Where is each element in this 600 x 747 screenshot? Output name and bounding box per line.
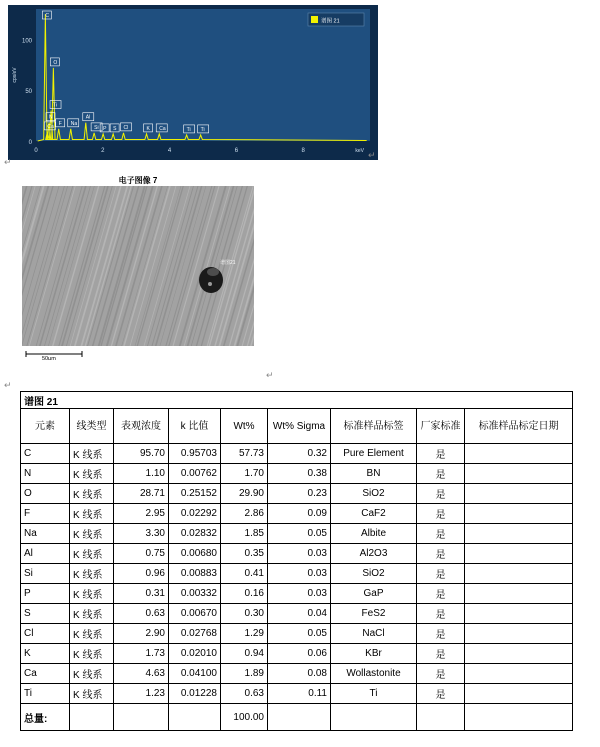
peak-label-k: K (146, 125, 150, 132)
table-caption-row (21, 392, 573, 409)
table-row (21, 664, 573, 684)
peak-label-o: O (53, 59, 58, 66)
table-cell: 是 (417, 464, 465, 484)
table-caption: 谱图 21 (21, 392, 573, 409)
spectrum-spot-label: 谱图21 (220, 260, 236, 266)
paragraph-mark: ↵ (266, 370, 274, 380)
table-cell: 0.32 (268, 444, 331, 464)
scale-bar-strip (22, 346, 254, 360)
peak-label-n: N (49, 114, 53, 121)
total-value: 100.00 (221, 704, 268, 731)
table-cell: O (21, 484, 70, 504)
table-cell: 0.02292 (169, 504, 221, 524)
x-tick-label: 6 (234, 148, 239, 154)
table-cell (465, 564, 573, 584)
table-cell: K 线系 (70, 464, 114, 484)
table-cell: 是 (417, 544, 465, 564)
total-label: 总量: (21, 704, 70, 731)
table-cell: 是 (417, 604, 465, 624)
table-cell: 1.89 (221, 664, 268, 684)
table-cell: K 线系 (70, 664, 114, 684)
table-cell: 是 (417, 664, 465, 684)
table-cell: Al (21, 544, 70, 564)
table-cell: 0.01228 (169, 684, 221, 704)
table-row (21, 624, 573, 644)
table-cell: P (21, 584, 70, 604)
table-cell: K 线系 (70, 484, 114, 504)
table-cell: 0.31 (114, 584, 169, 604)
peak-label-ti: Ti (186, 126, 191, 133)
table-cell: 0.35 (221, 544, 268, 564)
table-cell (169, 704, 221, 731)
peak-label-na: Na (70, 120, 78, 127)
table-cell: 1.85 (221, 524, 268, 544)
peak-label-al: Al (85, 114, 91, 121)
table-cell: N (21, 464, 70, 484)
table-cell: 2.90 (114, 624, 169, 644)
y-axis-label: cps/eV (12, 67, 18, 83)
table-cell: Albite (331, 524, 417, 544)
table-cell: 1.23 (114, 684, 169, 704)
sem-micrograph-svg (22, 186, 254, 360)
table-cell: K 线系 (70, 524, 114, 544)
table-cell (465, 644, 573, 664)
table-cell: 0.63 (221, 684, 268, 704)
table-cell: 0.03 (268, 544, 331, 564)
x-tick-label: 8 (301, 148, 305, 154)
table-cell: K (21, 644, 70, 664)
table-cell: 0.38 (268, 464, 331, 484)
peak-label-ca: Ca (47, 123, 54, 130)
table-cell: 是 (417, 584, 465, 604)
legend-swatch (311, 16, 318, 23)
table-cell: K 线系 (70, 684, 114, 704)
table-cell: 2.95 (114, 504, 169, 524)
table-cell (465, 464, 573, 484)
table-cell: 29.90 (221, 484, 268, 504)
table-row (21, 564, 573, 584)
table-row (21, 544, 573, 564)
table-header-row (21, 409, 573, 444)
table-cell: C (21, 444, 70, 464)
table-cell: 1.73 (114, 644, 169, 664)
quant-results-table (20, 391, 573, 731)
table-row (21, 444, 573, 464)
peak-label-ca: Ca (159, 125, 166, 132)
table-cell: SiO2 (331, 564, 417, 584)
peak-label-c: C (45, 13, 49, 19)
column-header: 厂家标准 (417, 409, 465, 444)
x-tick-label: 2 (101, 148, 105, 154)
column-header: Wt% Sigma (268, 409, 331, 444)
peak-label-p: P (103, 125, 107, 132)
table-cell: 0.05 (268, 624, 331, 644)
table-cell: Si (21, 564, 70, 584)
table-cell: Ti (331, 684, 417, 704)
table-cell (417, 704, 465, 731)
column-header: k 比值 (169, 409, 221, 444)
table-cell: 是 (417, 684, 465, 704)
table-cell: S (21, 604, 70, 624)
table-cell: NaCl (331, 624, 417, 644)
table-row (21, 584, 573, 604)
table-cell: 0.03 (268, 584, 331, 604)
table-cell: 0.00762 (169, 464, 221, 484)
table-cell (114, 704, 169, 731)
table-cell (465, 444, 573, 464)
column-header: 线类型 (70, 409, 114, 444)
table-cell: 是 (417, 444, 465, 464)
table-cell: 0.75 (114, 544, 169, 564)
table-cell: 0.09 (268, 504, 331, 524)
table-cell: 0.41 (221, 564, 268, 584)
column-header: 标准样品标定日期 (465, 409, 573, 444)
table-cell: K 线系 (70, 584, 114, 604)
table-cell: 0.00883 (169, 564, 221, 584)
table-cell: 0.02832 (169, 524, 221, 544)
table-cell (465, 684, 573, 704)
table-cell: 0.00332 (169, 584, 221, 604)
x-axis-unit: keV (355, 148, 364, 154)
table-cell (465, 624, 573, 644)
table-cell: 是 (417, 484, 465, 504)
table-cell: K 线系 (70, 444, 114, 464)
table-cell: 0.16 (221, 584, 268, 604)
table-row (21, 504, 573, 524)
x-tick-label: 0 (34, 148, 38, 154)
table-cell: 1.70 (221, 464, 268, 484)
table-cell: Ca (21, 664, 70, 684)
column-header: 元素 (21, 409, 70, 444)
paragraph-mark: ↵ (4, 380, 12, 390)
table-cell: 是 (417, 624, 465, 644)
table-cell (331, 704, 417, 731)
column-header: Wt% (221, 409, 268, 444)
table-cell: 0.23 (268, 484, 331, 504)
table-cell: K 线系 (70, 564, 114, 584)
table-cell: 是 (417, 644, 465, 664)
total-row (21, 704, 573, 731)
table-cell: 0.04100 (169, 664, 221, 684)
table-cell: 3.30 (114, 524, 169, 544)
paragraph-mark: ↵ (4, 157, 12, 167)
table-cell (465, 704, 573, 731)
legend-label: 谱图 21 (321, 18, 340, 25)
table-cell (465, 524, 573, 544)
table-cell: CaF2 (331, 504, 417, 524)
x-tick-label: 4 (167, 148, 172, 154)
peak-label-cl: Cl (123, 124, 129, 131)
table-cell: Ti (21, 684, 70, 704)
table-cell: 1.29 (221, 624, 268, 644)
spectrum-svg (8, 5, 378, 160)
table-cell (465, 544, 573, 564)
table-row (21, 524, 573, 544)
table-cell: Na (21, 524, 70, 544)
table-cell: KBr (331, 644, 417, 664)
peak-label-ti: Ti (200, 126, 205, 133)
table-row (21, 604, 573, 624)
table-cell: 0.02768 (169, 624, 221, 644)
table-cell: BN (331, 464, 417, 484)
y-tick-label: 100 (21, 38, 32, 45)
table-cell: 是 (417, 564, 465, 584)
eds-spectrum-chart (8, 5, 378, 160)
table-cell: 0.05 (268, 524, 331, 544)
table-cell: 0.00680 (169, 544, 221, 564)
table-cell: 0.08 (268, 664, 331, 684)
table-cell: FeS2 (331, 604, 417, 624)
table-cell: 0.06 (268, 644, 331, 664)
sem-image-title: 电子图像 7 (118, 176, 158, 185)
plot-area (36, 9, 370, 141)
peak-label-s: S (113, 125, 117, 132)
table-cell: 2.86 (221, 504, 268, 524)
table-cell: 0.94 (221, 644, 268, 664)
table-cell: 57.73 (221, 444, 268, 464)
sem-micrograph (22, 186, 254, 360)
table-row (21, 684, 573, 704)
table-cell: 1.10 (114, 464, 169, 484)
table-cell: 0.04 (268, 604, 331, 624)
table-row (21, 484, 573, 504)
table-cell: 0.63 (114, 604, 169, 624)
table-cell: 0.30 (221, 604, 268, 624)
table-cell (70, 704, 114, 731)
table-cell: 95.70 (114, 444, 169, 464)
table-row (21, 464, 573, 484)
y-tick-label: 50 (25, 89, 32, 96)
particle-speck (208, 282, 212, 286)
table-cell: Cl (21, 624, 70, 644)
table-cell: F (21, 504, 70, 524)
table-cell: Pure Element (331, 444, 417, 464)
table-row (21, 644, 573, 664)
table-cell: 0.03 (268, 564, 331, 584)
table-cell: 是 (417, 504, 465, 524)
table-cell: K 线系 (70, 624, 114, 644)
table-cell: 0.11 (268, 684, 331, 704)
table-cell: K 线系 (70, 644, 114, 664)
table-cell: Al2O3 (331, 544, 417, 564)
table-cell: 0.96 (114, 564, 169, 584)
table-cell (465, 664, 573, 684)
scale-bar-label: 50μm (42, 356, 56, 360)
table-cell: GaP (331, 584, 417, 604)
y-tick-label: 0 (28, 140, 32, 146)
table-cell (465, 484, 573, 504)
table-cell (465, 504, 573, 524)
table-cell: K 线系 (70, 504, 114, 524)
table-cell: Wollastonite (331, 664, 417, 684)
table-cell (465, 604, 573, 624)
table-cell: 是 (417, 524, 465, 544)
table-cell: K 线系 (70, 604, 114, 624)
column-header: 表观浓度 (114, 409, 169, 444)
table-cell: 0.95703 (169, 444, 221, 464)
table-cell (465, 584, 573, 604)
particle-highlight (207, 268, 219, 276)
table-cell: K 线系 (70, 544, 114, 564)
table-cell (268, 704, 331, 731)
table-cell: 0.00670 (169, 604, 221, 624)
table-cell: SiO2 (331, 484, 417, 504)
paragraph-mark: ↵ (368, 150, 376, 160)
peak-label-ti: Ti (53, 102, 58, 109)
table-cell: 4.63 (114, 664, 169, 684)
table-cell: 28.71 (114, 484, 169, 504)
peak-label-f: F (58, 120, 62, 127)
column-header: 标准样品标签 (331, 409, 417, 444)
table-cell: 0.25152 (169, 484, 221, 504)
peak-label-si: Si (94, 124, 99, 131)
table-cell: 0.02010 (169, 644, 221, 664)
